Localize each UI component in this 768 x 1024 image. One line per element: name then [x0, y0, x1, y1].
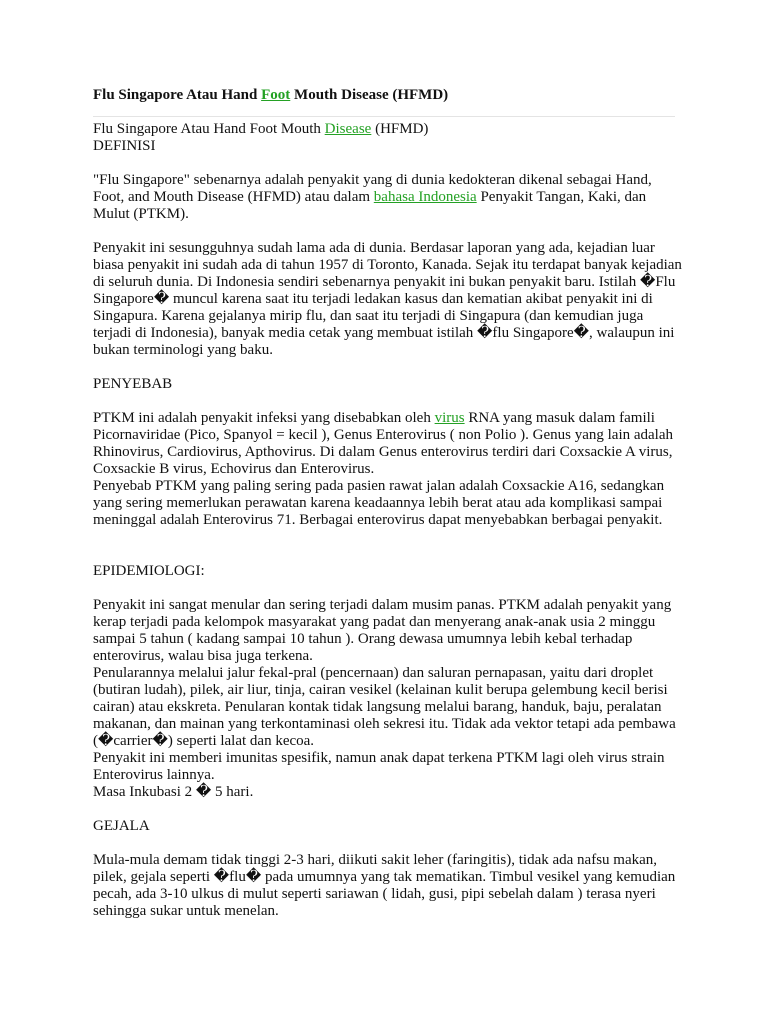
intro-heading: Flu Singapore Atau Hand Foot Mouth Disease (HFMD) [93, 121, 429, 137]
history-paragraph: Penyakit ini sesungguhnya sudah lama ada di dunia. Berdasar laporan yang ada, kejadian luar biasa penyakit ini sudah ada di tahun 1957 di Toronto, Kanada. Sejak itu terdapat banyak kejadian di seluruh dunia. Di Indonesia sendiri sebenarnya penyakit ini bukan penyakit baru. Istilah �Flu Singapore� muncul karena saat itu terjadi ledakan kasus dan kematian akibat penyakit ini di Singapura. Karena gejalanya mirip flu, dan saat itu terjadi di Singapura (dan kemudian juga terjadi di Indonesia), banyak media cetak yang membuat istilah �flu Singapore�, walaupun ini bukan terminologi yang baku. [93, 240, 682, 358]
virus-link[interactable]: virus [434, 410, 465, 426]
penyebab-paragraph-2: Penyebab PTKM yang paling sering pada pasien rawat jalan adalah Coxsackie A16, sedangkan yang sering memerlukan perawatan karena keadaannya lebih berat atau ada komplikasi sampai meninggal adalah Enterovirus 71. Berbagai enterovirus dapat menyebabkan berbagai penyakit. [93, 478, 665, 528]
epidemiologi-heading: EPIDEMIOLOGI: [93, 563, 205, 579]
definition-paragraph: "Flu Singapore" sebenarnya adalah penyakit yang di dunia kedokteran dikenal sebagai Hand, Foot, and Mouth Disease (HFMD) atau dalam bahasa Indonesia Penyakit Tangan, Kaki, dan Mulut (PTKM). [93, 172, 652, 222]
epidemiologi-paragraph-3: Penyakit ini memberi imunitas spesifik, namun anak dapat terkena PTKM lagi oleh virus strain Enterovirus lainnya. [93, 750, 665, 783]
definisi-heading: DEFINISI [93, 138, 156, 154]
document-title: Flu Singapore Atau Hand Foot Mouth Disease (HFMD) [93, 87, 449, 103]
bahasa-indonesia-link[interactable]: bahasa Indonesia [373, 189, 477, 205]
penyebab-heading: PENYEBAB [93, 376, 173, 392]
document-page [93, 87, 683, 920]
gejala-heading: GEJALA [93, 818, 150, 834]
penyebab-paragraph-1: PTKM ini adalah penyakit infeksi yang disebabkan oleh virus RNA yang masuk dalam famili Picornaviridae (Pico, Spanyol = kecil ), Genus Enterovirus ( non Polio ). Genus yang lain adalah Rhinovirus, Cardiovirus, Apthovirus. Di dalam Genus enterovirus terdiri dari Coxsackie A virus, Coxsackie B virus, Echovirus dan Enterovirus. [93, 410, 673, 477]
title-divider [93, 116, 675, 117]
gejala-paragraph-1: Mula-mula demam tidak tinggi 2-3 hari, diikuti sakit leher (faringitis), tidak ada nafsu makan, pilek, gejala seperti �flu� pada umumnya yang tak mematikan. Timbul vesikel yang kemudian pecah, ada 3-10 ulkus di mulut seperti sariawan ( lidah, gusi, pipi sebelah dalam ) terasa nyeri sehingga sukar untuk menelan. [93, 852, 676, 919]
epidemiologi-paragraph-1: Penyakit ini sangat menular dan sering terjadi dalam musim panas. PTKM adalah penyakit yang kerap terjadi pada kelompok masyarakat yang padat dan menyerang anak-anak usia 2 minggu sampai 5 tahun ( kadang sampai 10 tahun ). Orang dewasa umumnya lebih kebal terhadap enterovirus, walau bisa juga terkena. [93, 597, 672, 664]
foot-link[interactable]: Foot [261, 87, 291, 103]
epidemiologi-paragraph-2: Penularannya melalui jalur fekal-pral (pencernaan) dan saluran pernapasan, yaitu dari droplet (butiran ludah), pilek, air liur, tinja, cairan vesikel (kelainan kulit berupa gelembung kecil berisi cairan) atau ekskreta. Penularan kontak tidak langsung melalui barang, handuk, baju, peralatan makanan, dan mainan yang terkontaminasi oleh sekresi itu. Tidak ada vektor tetapi ada pembawa (�carrier�) seperti lalat dan kecoa. [93, 665, 676, 749]
epidemiologi-paragraph-4: Masa Inkubasi 2 � 5 hari. [93, 784, 254, 800]
disease-link[interactable]: Disease [324, 121, 372, 137]
